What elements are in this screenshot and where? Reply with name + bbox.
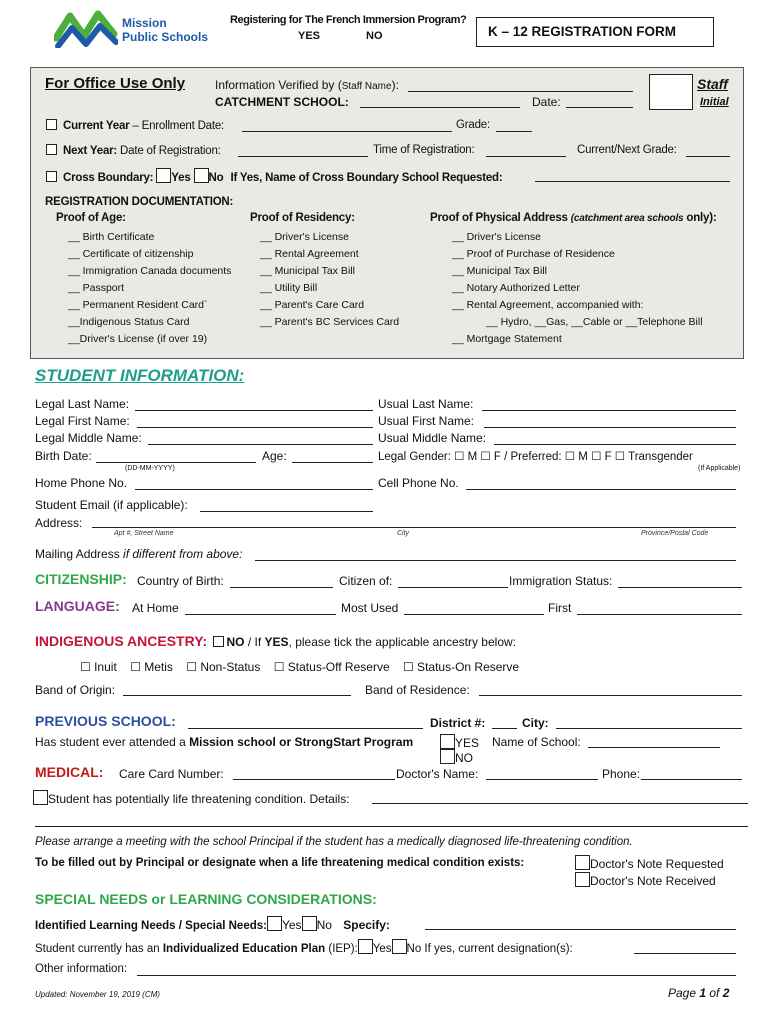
- mailing-field[interactable]: [255, 560, 736, 561]
- time-reg-field[interactable]: [486, 156, 566, 157]
- principal-label: To be filled out by Principal or designate when a life threatening medical condition exists:: [35, 857, 525, 869]
- indigenous-if: / If: [244, 635, 265, 649]
- language-title: LANGUAGE:: [35, 598, 120, 614]
- identified-no-checkbox[interactable]: [302, 916, 317, 931]
- office-date-field[interactable]: [566, 107, 633, 108]
- logo-line1: Mission: [122, 16, 167, 30]
- attended-bold: Mission school or StrongStart Program: [189, 735, 414, 749]
- most-used-field[interactable]: [404, 614, 544, 615]
- age-item[interactable]: __ Certificate of citizenship: [68, 248, 194, 260]
- staff-name-label: Staff Name: [341, 81, 392, 92]
- country-birth-field[interactable]: [230, 587, 333, 588]
- cross-boundary-checkbox[interactable]: [46, 171, 57, 182]
- addr-item[interactable]: __ Driver's License: [452, 231, 541, 243]
- usual-first-label: Usual First Name:: [378, 414, 475, 428]
- grade-field[interactable]: [496, 131, 532, 132]
- most-used-label: Most Used: [341, 601, 399, 615]
- cross-boundary-label: Cross Boundary:: [63, 172, 154, 184]
- note-received-checkbox[interactable]: [575, 872, 590, 887]
- address-field[interactable]: [92, 527, 736, 528]
- indigenous-rest: , please tick the applicable ancestry below:: [288, 635, 516, 649]
- special-needs-title: SPECIAL NEEDS or LEARNING CONSIDERATIONS:: [35, 891, 377, 907]
- current-year-bold: Current Year: [63, 120, 130, 132]
- cell-phone-label: Cell Phone No.: [378, 476, 459, 490]
- gender-label[interactable]: Legal Gender: ☐ M ☐ F / Preferred: ☐ M ☐ F ☐ Transgender: [378, 451, 693, 463]
- prev-city-label: City:: [522, 716, 549, 730]
- phone-label: Phone:: [602, 767, 641, 781]
- iep-if: If yes, current designation(s):: [421, 943, 573, 955]
- province-hint: Province/Postal Code: [641, 530, 709, 537]
- iep-yes-checkbox[interactable]: [358, 939, 373, 954]
- iep-pre: Student currently has an: [35, 943, 163, 955]
- age-field[interactable]: [292, 462, 373, 463]
- city-hint: City: [397, 530, 410, 537]
- condition-field-2[interactable]: [35, 826, 748, 827]
- catchment-label: CATCHMENT SCHOOL:: [215, 95, 349, 109]
- current-next-grade-label: Current/Next Grade:: [577, 144, 677, 156]
- age-item[interactable]: __ Birth Certificate: [68, 231, 155, 243]
- catchment-field[interactable]: [360, 107, 520, 108]
- res-item[interactable]: __ Parent's BC Services Card: [260, 316, 400, 328]
- name-school-label: Name of School:: [492, 735, 581, 749]
- age-list: [68, 231, 231, 350]
- french-yes[interactable]: YES: [298, 30, 321, 42]
- iep-row: [35, 939, 573, 955]
- current-year-row: [46, 119, 224, 132]
- usual-middle-label: Usual Middle Name:: [378, 431, 487, 445]
- at-home-field[interactable]: [185, 614, 336, 615]
- legal-middle-label: Legal Middle Name:: [35, 431, 142, 445]
- french-question: Registering for The French Immersion Program?: [230, 14, 467, 26]
- usual-first-field[interactable]: [484, 427, 736, 428]
- iep-bold: Individualized Education Plan: [162, 943, 326, 955]
- email-label: Student Email (if applicable):: [35, 498, 188, 512]
- addr-item[interactable]: __ Proof of Purchase of Residence: [452, 248, 615, 260]
- office-date-label: Date:: [532, 95, 561, 109]
- page-current: 1: [699, 986, 707, 1000]
- band-residence-field[interactable]: [479, 695, 742, 696]
- doctor-field[interactable]: [486, 779, 598, 780]
- mailing-label: Mailing Address: [35, 547, 120, 561]
- proof-age-heading: Proof of Age:: [56, 212, 126, 224]
- citizenship-title: CITIZENSHIP:: [35, 571, 127, 587]
- verified-field[interactable]: [408, 91, 633, 92]
- note-requested-checkbox[interactable]: [575, 855, 590, 870]
- iep-no-checkbox[interactable]: [392, 939, 407, 954]
- condition-field[interactable]: [372, 803, 748, 804]
- proof-addr-only: only):: [686, 212, 717, 224]
- district-field[interactable]: [492, 728, 517, 729]
- email-field[interactable]: [200, 511, 373, 512]
- next-year-checkbox[interactable]: [46, 144, 57, 155]
- res-item[interactable]: __ Driver's License: [260, 231, 349, 243]
- mailing-row: [35, 547, 242, 561]
- initial-label: Initial: [700, 96, 729, 108]
- res-item[interactable]: __ Parent's Care Card: [260, 299, 365, 311]
- addr-item[interactable]: __ Hydro, __Gas, __Cable or __Telephone Bill: [486, 316, 703, 328]
- iep-yes: Yes: [372, 943, 392, 955]
- time-reg-label: Time of Registration:: [373, 144, 475, 156]
- form-title: K – 12 REGISTRATION FORM: [488, 24, 677, 39]
- enrollment-date-field[interactable]: [242, 131, 452, 132]
- mission-logo-icon: [54, 8, 118, 48]
- citizen-of-field[interactable]: [398, 587, 508, 588]
- identified-label: Identified Learning Needs / Special Needs:: [35, 920, 267, 932]
- usual-last-field[interactable]: [482, 410, 736, 411]
- medical-title: MEDICAL:: [35, 764, 104, 780]
- cb-request-label: If Yes, Name of Cross Boundary School Requested:: [230, 172, 503, 184]
- band-origin-field[interactable]: [123, 695, 351, 696]
- attended-yes-checkbox[interactable]: [440, 734, 455, 749]
- page-total: 2: [722, 986, 730, 1000]
- indigenous-row: [35, 633, 516, 649]
- band-residence-label: Band of Residence:: [365, 683, 470, 697]
- iep-rest: (IEP):: [325, 943, 358, 955]
- attended-no-row: [440, 749, 473, 765]
- next-year-row: [46, 144, 221, 157]
- attended-no-label: NO: [455, 751, 473, 765]
- attended-pre: Has student ever attended a: [35, 735, 190, 749]
- residency-list: [260, 231, 399, 333]
- ancestry-option[interactable]: ☐ Metis: [130, 660, 173, 674]
- current-year-rest: – Enrollment Date:: [129, 120, 225, 132]
- previous-school-title: PREVIOUS SCHOOL:: [35, 713, 176, 729]
- verified-row: [215, 78, 399, 92]
- french-no[interactable]: NO: [366, 30, 383, 42]
- address-label: Address:: [35, 516, 83, 530]
- logo: [54, 8, 214, 50]
- proof-addr-note: (catchment area schools: [570, 213, 684, 224]
- attended-row: [35, 735, 413, 749]
- legal-first-label: Legal First Name:: [35, 414, 130, 428]
- apt-hint: Apt #, Street Name: [114, 530, 174, 537]
- if-applicable: (If Applicable): [698, 465, 741, 472]
- iep-no: No: [406, 943, 422, 955]
- cb-yes-checkbox[interactable]: [156, 168, 171, 183]
- other-info-label: Other information:: [35, 963, 128, 975]
- care-card-field[interactable]: [233, 779, 395, 780]
- logo-line2: Public Schools: [122, 30, 209, 44]
- cb-school-field[interactable]: [535, 181, 730, 182]
- district-label: District #:: [430, 716, 486, 730]
- addr-item[interactable]: __ Mortgage Statement: [452, 333, 562, 345]
- proof-addr-heading: [430, 212, 717, 224]
- first-language-field[interactable]: [577, 614, 742, 615]
- res-item[interactable]: __ Rental Agreement: [260, 248, 359, 260]
- attended-yes-label: YES: [455, 736, 480, 750]
- office-title: For Office Use Only: [45, 75, 186, 92]
- verified-close: ):: [391, 78, 399, 92]
- usual-middle-field[interactable]: [494, 444, 736, 445]
- page-of: of: [706, 986, 723, 1000]
- addr-item[interactable]: __ Notary Authorized Letter: [452, 282, 580, 294]
- res-item[interactable]: __ Utility Bill: [260, 282, 318, 294]
- legal-middle-field[interactable]: [148, 444, 373, 445]
- specify-field[interactable]: [425, 929, 736, 930]
- indigenous-title: INDIGENOUS ANCESTRY:: [35, 633, 208, 649]
- name-school-field[interactable]: [588, 747, 720, 748]
- age-item[interactable]: __ Immigration Canada documents: [68, 265, 232, 277]
- reg-doc-heading: REGISTRATION DOCUMENTATION:: [45, 196, 234, 208]
- meeting-note: Please arrange a meeting with the school Principal if the student has a medically diagnosed life-threatening condition.: [35, 836, 633, 848]
- updated-note: Updated: November 19, 2019 (CM): [35, 990, 160, 999]
- condition-checkbox[interactable]: [33, 790, 48, 805]
- care-card-label: Care Card Number:: [119, 767, 224, 781]
- identified-row: [35, 916, 390, 932]
- cb-yes-label: Yes: [171, 172, 191, 184]
- designation-field[interactable]: [634, 953, 736, 954]
- indigenous-no-checkbox[interactable]: [213, 636, 224, 647]
- current-year-checkbox[interactable]: [46, 119, 57, 130]
- cell-phone-field[interactable]: [466, 489, 736, 490]
- age-item[interactable]: __ Permanent Resident Card`: [68, 299, 208, 311]
- age-item[interactable]: __Driver's License (if over 19): [68, 333, 208, 345]
- note-received-row: [575, 872, 716, 888]
- proof-addr-label: Proof of Physical Address: [430, 212, 568, 224]
- cross-boundary-row: [46, 168, 502, 184]
- country-birth-label: Country of Birth:: [137, 574, 224, 588]
- doctor-label: Doctor's Name:: [396, 767, 479, 781]
- mailing-note: if different from above:: [119, 547, 243, 561]
- home-phone-label: Home Phone No.: [35, 476, 128, 490]
- immigration-field[interactable]: [618, 587, 742, 588]
- registration-date-field[interactable]: [238, 156, 368, 157]
- identified-no: No: [316, 918, 332, 932]
- indigenous-no: NO: [226, 635, 245, 649]
- legal-first-field[interactable]: [137, 427, 373, 428]
- page-word: Page: [668, 986, 700, 1000]
- immigration-label: Immigration Status:: [509, 574, 613, 588]
- specify-label: Specify:: [343, 918, 390, 932]
- legal-last-field[interactable]: [135, 410, 373, 411]
- attended-no-checkbox[interactable]: [440, 749, 455, 764]
- age-item[interactable]: __ Passport: [68, 282, 125, 294]
- age-label: Age:: [262, 449, 287, 463]
- condition-row: [33, 790, 350, 806]
- note-requested-row: [575, 855, 724, 871]
- address-proof-list: [452, 231, 703, 350]
- student-info-title: STUDENT INFORMATION:: [35, 366, 245, 385]
- identified-yes-checkbox[interactable]: [267, 916, 282, 931]
- legal-last-label: Legal Last Name:: [35, 397, 130, 411]
- note-received-label: Doctor's Note Received: [590, 874, 716, 888]
- addr-item[interactable]: __ Municipal Tax Bill: [452, 265, 547, 277]
- age-item[interactable]: __Indigenous Status Card: [68, 316, 190, 328]
- grade-label: Grade:: [456, 119, 490, 131]
- proof-res-heading: Proof of Residency:: [250, 212, 355, 224]
- birth-date-label: Birth Date:: [35, 449, 92, 463]
- home-phone-field[interactable]: [135, 489, 373, 490]
- next-year-bold: Next Year:: [63, 145, 118, 157]
- ancestry-options: [80, 660, 519, 674]
- staff-label: Staff: [697, 76, 728, 92]
- birth-date-field[interactable]: [96, 462, 256, 463]
- medical-phone-field[interactable]: [641, 779, 742, 780]
- page-number: [668, 986, 729, 1000]
- verified-label: Information Verified by (: [215, 78, 342, 92]
- current-next-grade-field[interactable]: [686, 156, 730, 157]
- previous-school-field[interactable]: [188, 728, 423, 729]
- identified-yes: Yes: [281, 918, 302, 932]
- prev-city-field[interactable]: [556, 728, 742, 729]
- next-year-rest: Date of Registration:: [117, 145, 221, 157]
- other-info-field[interactable]: [137, 975, 736, 976]
- cb-no-checkbox[interactable]: [194, 168, 209, 183]
- usual-last-label: Usual Last Name:: [378, 397, 474, 411]
- attended-yes-row: [440, 734, 479, 750]
- band-origin-label: Band of Origin:: [35, 683, 116, 697]
- at-home-label: At Home: [132, 601, 179, 615]
- ancestry-option[interactable]: ☐ Inuit: [80, 660, 117, 674]
- ancestry-option[interactable]: ☐ Non-Status: [186, 660, 261, 674]
- res-item[interactable]: __ Municipal Tax Bill: [260, 265, 355, 277]
- addr-item[interactable]: __ Rental Agreement, accompanied with:: [452, 299, 644, 311]
- staff-initial-box[interactable]: [649, 74, 693, 110]
- ancestry-option[interactable]: ☐ Status-On Reserve: [402, 660, 520, 674]
- cb-no-label: No: [208, 172, 224, 184]
- note-requested-label: Doctor's Note Requested: [590, 857, 724, 871]
- ancestry-option[interactable]: ☐ Status-Off Reserve: [273, 660, 390, 674]
- dob-format: (DD-MM-YYYY): [125, 465, 175, 472]
- indigenous-yes: YES: [264, 635, 289, 649]
- citizen-of-label: Citizen of:: [339, 574, 393, 588]
- condition-label: Student has potentially life threatening condition. Details:: [48, 792, 350, 806]
- first-label: First: [548, 601, 572, 615]
